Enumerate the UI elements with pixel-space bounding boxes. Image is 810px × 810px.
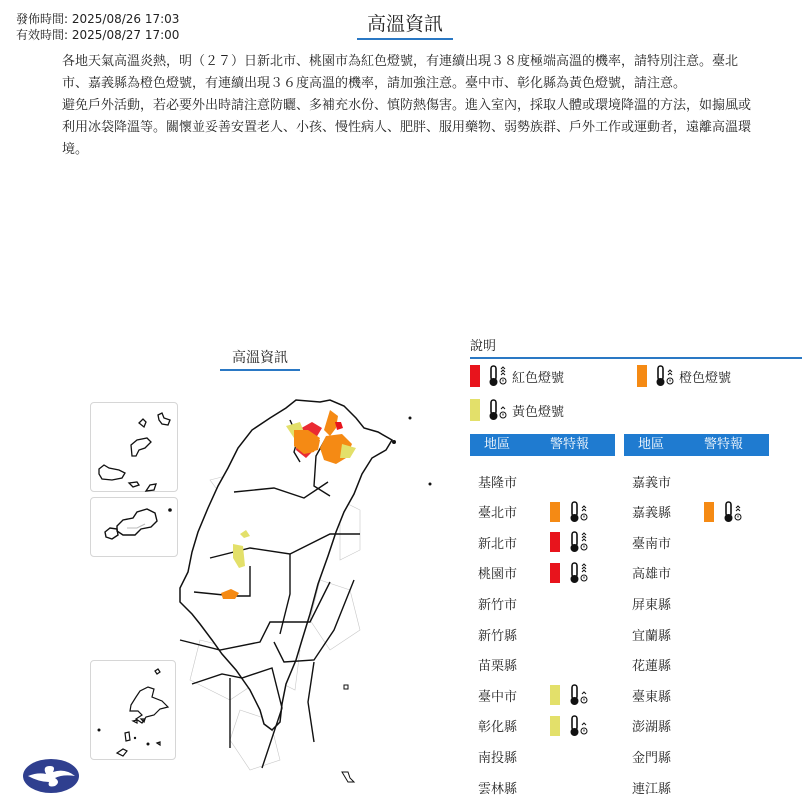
- region-name: 臺南市: [632, 536, 672, 552]
- legend-label-yellow: 黃色燈號: [512, 404, 565, 420]
- map-title: 高溫資訊: [220, 349, 300, 371]
- region-name: 臺北市: [478, 506, 518, 522]
- table-row: [632, 620, 704, 648]
- legend-item-red: [470, 364, 564, 388]
- orange-swatch: [550, 502, 560, 522]
- description: [62, 51, 752, 161]
- legend-label-red: 紅色燈號: [512, 370, 565, 386]
- region-name: 彰化縣: [478, 720, 518, 736]
- yellow-swatch: [550, 716, 560, 736]
- table-header-right: [624, 434, 769, 456]
- region-name: 連江縣: [632, 781, 672, 797]
- region-name: 澎湖縣: [632, 720, 672, 736]
- region-name: 基隆市: [478, 475, 518, 491]
- legend-title: 說明: [470, 338, 802, 359]
- thermometer-high-icon: [653, 364, 675, 388]
- thermometer-high-icon: [567, 500, 589, 524]
- region-name: 臺中市: [478, 689, 518, 705]
- thermometer-high-icon: [721, 500, 743, 524]
- region-name: 苗栗縣: [478, 659, 518, 675]
- time-info: [16, 11, 179, 43]
- legend-label-orange: 橙色燈號: [679, 370, 732, 386]
- table-row: [632, 773, 704, 801]
- red-swatch: [550, 563, 560, 583]
- table-header-left: [470, 434, 615, 456]
- region-name: 新竹縣: [478, 628, 518, 644]
- region-name: 新北市: [478, 536, 518, 552]
- table-row: [632, 712, 704, 740]
- region-name: 嘉義市: [632, 475, 672, 491]
- page-title: 高溫資訊: [357, 12, 453, 40]
- table-row: [478, 498, 593, 526]
- valid-time: 有效時間: 2025/08/27 17:00: [16, 28, 180, 42]
- column-warning: 警特報: [550, 437, 590, 452]
- table-row: [478, 620, 550, 648]
- region-name: 金門縣: [632, 750, 672, 766]
- table-row: [632, 528, 704, 556]
- orange-swatch: [637, 365, 647, 387]
- table-row: [632, 651, 704, 679]
- table-row: [478, 589, 550, 617]
- table-row: [632, 589, 704, 617]
- region-name: 花蓮縣: [632, 659, 672, 675]
- thermometer-extreme-icon: [567, 561, 589, 585]
- thermometer-warm-icon: [567, 714, 589, 738]
- region-name: 屏東縣: [632, 597, 672, 613]
- table-row: [478, 773, 550, 801]
- table-row: [632, 559, 704, 587]
- warning-badge: [550, 683, 593, 707]
- column-warning: 警特報: [704, 437, 744, 452]
- warning-badge: [550, 714, 593, 738]
- region-name: 宜蘭縣: [632, 628, 672, 644]
- table-row: [478, 528, 593, 556]
- yellow-swatch: [470, 399, 480, 421]
- thermometer-warm-icon: [567, 683, 589, 707]
- table-row: [478, 681, 593, 709]
- table-row: [632, 742, 704, 770]
- description-paragraph-2: 避免戶外活動，若必要外出時請注意防曬、多補充水份、慎防熱傷害。進入室內，採取人體或環境降溫的方法，如搧風或利用冰袋降溫等。關懷並妥善安置老人、小孩、慢性病人、肥胖、服用藥物、弱勢族群、戶外工作或運動者，遠離高溫環境。: [62, 98, 752, 157]
- table-row: [478, 742, 550, 770]
- red-swatch: [550, 532, 560, 552]
- red-swatch: [470, 365, 480, 387]
- table-row: [478, 651, 550, 679]
- warning-badge: [550, 530, 593, 554]
- thermometer-warm-icon: [486, 398, 508, 422]
- region-name: 雲林縣: [478, 781, 518, 797]
- description-paragraph-1: 各地天氣高溫炎熱，明（２７）日新北市、桃園市為紅色燈號，有連續出現３８度極端高溫的機率，請特別注意。臺北市、嘉義縣為橙色燈號，有連續出現３６度高溫的機率，請加強注意。臺中市、彰化縣為黃色燈號，請注意。: [62, 54, 739, 91]
- region-name: 高雄市: [632, 567, 672, 583]
- column-region: 地區: [638, 437, 665, 452]
- taiwan-map: [80, 380, 440, 810]
- cwa-logo-icon: [22, 758, 80, 794]
- region-name: 南投縣: [478, 750, 518, 766]
- table-row: [478, 559, 593, 587]
- region-name: 嘉義縣: [632, 506, 672, 522]
- table-row: [478, 712, 593, 740]
- legend-item-yellow: [470, 398, 564, 422]
- region-name: 臺東縣: [632, 689, 672, 705]
- warning-badge: [550, 500, 593, 524]
- table-row: [478, 467, 550, 495]
- column-region: 地區: [484, 437, 511, 452]
- thermometer-extreme-icon: [486, 364, 508, 388]
- legend-item-orange: [637, 364, 731, 388]
- warning-badge: [704, 500, 747, 524]
- warning-badge: [550, 561, 593, 585]
- table-row: [632, 681, 704, 709]
- table-row: [632, 467, 704, 495]
- yellow-swatch: [550, 685, 560, 705]
- region-name: 新竹市: [478, 597, 518, 613]
- table-row: [632, 498, 747, 526]
- region-name: 桃園市: [478, 567, 518, 583]
- thermometer-extreme-icon: [567, 530, 589, 554]
- issue-time: 發佈時間: 2025/08/26 17:03: [16, 12, 180, 26]
- orange-swatch: [704, 502, 714, 522]
